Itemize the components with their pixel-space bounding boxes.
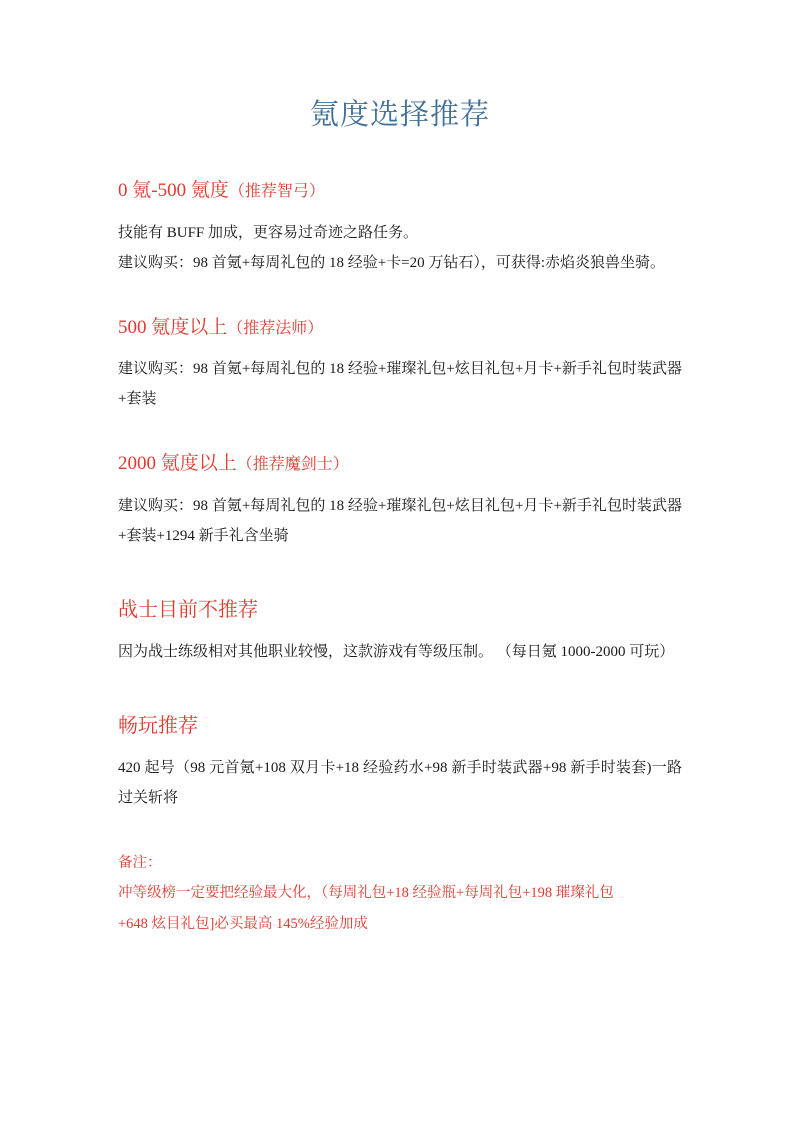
spacer bbox=[118, 278, 682, 314]
section-0-paragraph-0: 技能有 BUFF 加成，更容易过奇迹之路任务。 bbox=[118, 224, 419, 241]
spacer bbox=[118, 206, 682, 218]
section-0-paragraph-1: 建议购买：98 首氪+每周礼包的 18 经验+卡=20 万钻石），可获得:赤焰炎狼兽坐骑。 bbox=[118, 254, 666, 271]
spacer bbox=[118, 414, 682, 450]
section-4 bbox=[118, 711, 682, 813]
section-2-heading-main: 2000 氪度以上 bbox=[118, 453, 237, 474]
section-1 bbox=[118, 314, 682, 415]
section-3 bbox=[118, 595, 682, 667]
section-4-heading bbox=[118, 711, 682, 741]
section-3-heading-main: 战士目前不推荐 bbox=[118, 598, 258, 621]
section-4-paragraph-0: 420 起号（98 元首氪+108 双月卡+18 经验药水+98 新手时装武器+98 新手时装套)一路过关斩将 bbox=[118, 759, 682, 806]
spacer bbox=[118, 625, 682, 637]
footnote-line-0: 冲等级榜一定要把经验最大化，（每周礼包+18 经验瓶+每周礼包+198 璀璨礼包 bbox=[118, 884, 614, 901]
section-1-paragraph-0: 建议购买：98 首氪+每周礼包的 18 经验+璀璨礼包+炫目礼包+月卡+新手礼包时装武器+套装 bbox=[118, 361, 682, 407]
spacer bbox=[118, 479, 682, 491]
spacer bbox=[118, 813, 682, 849]
section-2 bbox=[118, 450, 682, 551]
section-1-heading bbox=[118, 314, 682, 343]
section-1-heading-sub: （推荐法师） bbox=[227, 319, 324, 337]
spacer bbox=[118, 741, 682, 753]
section-3-paragraph-0: 因为战士练级相对其他职业较慢，这款游戏有等级压制。 （每日氪 1000-2000 可玩） bbox=[118, 643, 675, 660]
section-2-heading bbox=[118, 450, 682, 479]
section-0-heading-sub: （推荐智弓） bbox=[228, 183, 325, 200]
spacer bbox=[118, 667, 682, 711]
spacer bbox=[118, 342, 682, 354]
section-1-heading-main: 500 氪度以上 bbox=[118, 316, 228, 338]
section-0-heading bbox=[118, 177, 682, 206]
footnote-label: 备注： bbox=[118, 854, 162, 871]
section-2-heading-sub: （推荐魔剑士） bbox=[236, 456, 349, 473]
document-body bbox=[0, 133, 800, 940]
footnote bbox=[118, 849, 682, 940]
section-0-heading-main: 0 氪-500 氪度 bbox=[118, 180, 229, 201]
spacer bbox=[118, 133, 682, 177]
footnote-line-1: +648 炫目礼包]必买最高 145%经验加成 bbox=[118, 915, 368, 932]
spacer bbox=[118, 551, 682, 595]
section-2-paragraph-0: 建议购买：98 首氪+每周礼包的 18 经验+璀璨礼包+炫目礼包+月卡+新手礼包时装武器+套装+1294 新手礼含坐骑 bbox=[118, 497, 682, 544]
section-0 bbox=[118, 177, 682, 278]
page-title: 氪度选择推荐 bbox=[309, 99, 490, 131]
section-3-heading bbox=[118, 595, 682, 625]
section-4-heading-main: 畅玩推荐 bbox=[118, 714, 198, 737]
